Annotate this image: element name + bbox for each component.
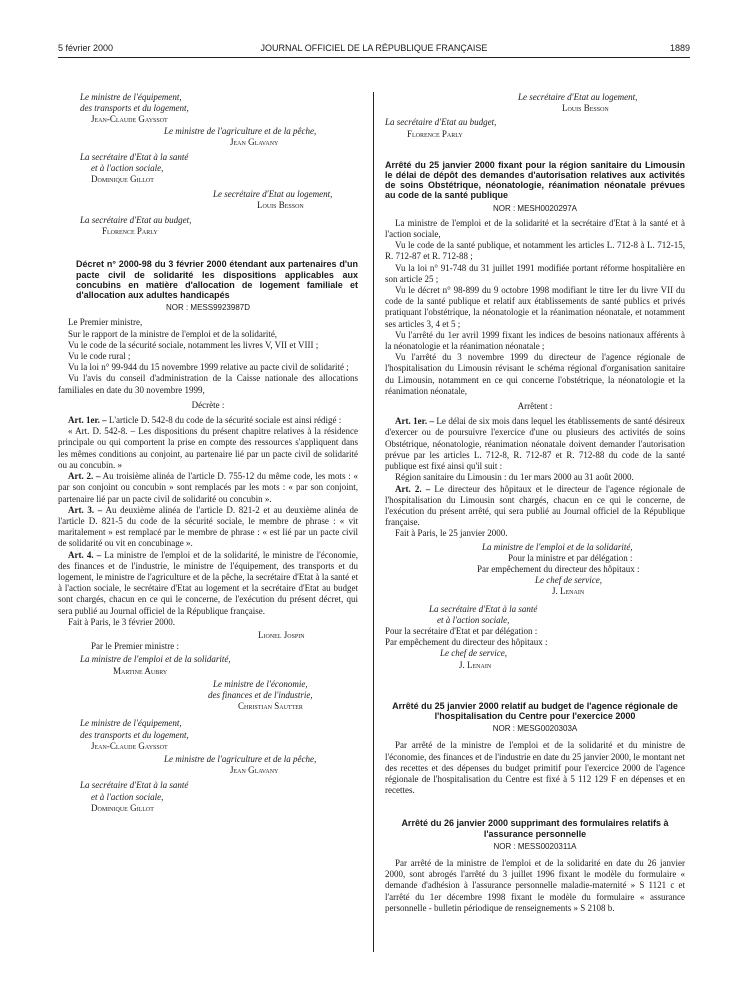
visa: Vu le décret n° 98-899 du 9 octobre 1998 modifiant le titre Ier du livre VII du code de la santé publique et relatif aux établissements de santé publics et privés pratiquant l'obstétrique, la néonatologie et la réanimation néonatale, et notamment ses articles 3, 4 et 5 ; [385, 285, 685, 329]
visa: Sur le rapport de la ministre de l'emploi et de la solidarité, [68, 328, 278, 339]
visa: Le Premier ministre, [68, 317, 143, 328]
visa: Vu la loi n° 99-944 du 15 novembre 1999 relative au pacte civil de solidarité ; [68, 362, 349, 373]
signatory-name: Christian Sautter [238, 701, 303, 712]
article-label: Art. 1er. – [395, 416, 434, 427]
signature-title: et à l'action sociale, [91, 791, 164, 802]
signatory-name: Jean Glavany [230, 136, 279, 147]
header-date: 5 février 2000 [58, 43, 114, 53]
signatory-name: Dominique Gillot [91, 802, 154, 813]
signature-title: des transports et du logement, [80, 103, 189, 114]
arrete-title: Arrêté du 25 janvier 2000 relatif au budget de l'agence régionale de l'hospitalisation du Centre pour l'exercice 2000 [392, 700, 678, 721]
article-label: Art. 2. – [395, 483, 431, 494]
delegation-line: Par empêchement du directeur des hôpitaux : [385, 637, 548, 648]
decrete-label: Décrète : [191, 399, 225, 410]
signatory-name: Jean-Claude Gayssot [91, 740, 168, 751]
visa: Vu le code de la sécurité sociale, notamment les livres V, VII et VIII ; [68, 339, 319, 350]
article-text: Au deuxième alinéa de l'article D. 821-2 et au deuxième alinéa de l'article D. 821-5 du code de la sécurité sociale, le membre de phrase : « vit maritalement » est remplacé par le membre de phrase : « est lié par un pacte civil de solidarité ou vit en concubinage ». [58, 504, 358, 549]
header-rule [58, 57, 690, 58]
signature-title: La ministre de l'emploi et de la solidarité, [80, 654, 231, 665]
signature-title: Le ministre de l'agriculture et de la pêche, [164, 753, 317, 764]
signatory-name: Dominique Gillot [91, 174, 154, 185]
signature-title: La ministre de l'emploi et de la solidarité, [482, 541, 633, 552]
signatory-name: Florence Parly [407, 128, 463, 139]
signatory-name: J. Lenain [459, 659, 492, 670]
arrete-text: Par arrêté de la ministre de l'emploi et de la solidarité en date du 26 janvier 2000, sont abrogés l'arrêté du 3 juillet 1996 fixant le modèle du formulaire « demande d'adhésion à l'assurance personnelle maladie-maternité » S 1121 c et l'arrêté du 1er décembre 1998 fixant le modèle du formulaire « assurance personnelle - bulletin périodique de renseignements » S 2108 b. [385, 857, 685, 913]
decree-body [58, 317, 358, 627]
fait-a-paris: Fait à Paris, le 3 février 2000. [68, 616, 175, 627]
signatory-name: Martine Aubry [113, 665, 168, 676]
arrete-nor: NOR : MESG0020303A [492, 724, 578, 734]
article-2 [385, 484, 685, 529]
article-text: L'article D. 542-8 du code de la sécurité sociale est ainsi rédigé : [108, 415, 342, 426]
right-column [385, 92, 685, 914]
article-quote: « Art. D. 542-8. – Les dispositions du présent chapitre relatives à la résidence principale ou qui comportent la prise en compte des ressources s'appliquent dans les mêmes conditions au conjoint, au partenaire lié par un pacte civil de solidarité ou au concubin. » [58, 426, 358, 470]
journal-title: JOURNAL OFFICIEL DE LA RÉPUBLIQUE FRANÇAISE [260, 43, 488, 53]
region-dates: Région sanitaire du Limousin : du 1er mars 2000 au 31 août 2000. [395, 472, 634, 483]
article-label: Art. 1er. – [68, 415, 107, 426]
article-1 [58, 415, 358, 426]
visa: Vu l'arrêté du 1er avril 1999 fixant les indices de besoins nationaux afférents à la néonatologie et la réanimation néonatale ; [385, 329, 685, 352]
page-number: 1889 [669, 43, 690, 53]
signature-title: Le ministre de l'équipement, [80, 92, 182, 102]
signature-title: La secrétaire d'Etat à la santé [429, 603, 538, 614]
decree-nor: NOR : MESS9923987D [165, 303, 251, 313]
article-1 [385, 416, 685, 472]
signature-title: La secrétaire d'Etat à la santé [80, 152, 189, 163]
article-label: Art. 2. – [68, 471, 101, 482]
signature-title: Le ministre de l'équipement, [80, 718, 182, 729]
delegation-line: Pour la ministre et par délégation : [508, 552, 633, 563]
signature-title: et à l'action sociale, [437, 614, 510, 625]
signature-title: La secrétaire d'Etat au budget, [385, 117, 497, 128]
delegation-line: Par empêchement du directeur des hôpitaux : [477, 563, 640, 574]
visa: Vu l'avis du conseil d'administration de la Caisse nationale des allocations familiales en date du 30 novembre 1999, [58, 373, 358, 395]
signature-title: La secrétaire d'Etat au budget, [80, 215, 192, 226]
column-divider [373, 92, 374, 952]
delegation-line: Le chef de service, [535, 575, 602, 586]
article-4 [58, 550, 358, 617]
signature-title: La secrétaire d'Etat à la santé [80, 780, 189, 791]
signatory-name: Jean-Claude Gayssot [91, 114, 168, 125]
article-text: Le directeur des hôpitaux et le directeur de l'agence régionale de l'hospitalisation du Limousin sont chargés, chacun en ce qui le concerne, de l'exécution du présent arrêté, qui sera publié au Journal officiel de la République française. [385, 483, 686, 528]
arrete-text: Par arrêté de la ministre de l'emploi et de la solidarité et du ministre de l'économie, des finances et de l'industrie en date du 25 janvier 2000, le montant net des recettes et des dépenses du budget primitif pour l'exercice 2000 de l'agence régionale de l'hospitalisation du Centre est fixé à 5 112 129 F en dépenses et en recettes. [385, 740, 685, 796]
signatory-name: Louis Besson [562, 103, 609, 114]
signature-by: Par le Premier ministre : [91, 641, 179, 652]
signatory-name: Louis Besson [257, 199, 304, 210]
delegation-line: Pour la secrétaire d'Etat et par délégation : [385, 625, 538, 636]
signature-title: Le secrétaire d'Etat au logement, [518, 92, 638, 102]
arrete-nor: NOR : MESH0020297A [492, 203, 578, 213]
decree-title: Décret n° 2000-98 du 3 février 2000 étendant aux partenaires d'un pacte civil de solidarité les dispositions applicables aux concubins en matière d'allocation de logement familiale et d'allocation aux adultes handicapés [76, 259, 358, 301]
signature-title: et à l'action sociale, [91, 163, 164, 174]
signature-title: Le ministre de l'agriculture et de la pêche, [164, 125, 317, 136]
article-text: Au troisième alinéa de l'article D. 755-12 du même code, les mots : « par son conjoint ou concubin » sont remplacés par les mots : « par son conjoint, partenaire lié par un pacte civil de solidarité ou concubin ». [58, 471, 358, 504]
fait-a-paris: Fait à Paris, le 25 janvier 2000. [395, 528, 508, 539]
visa: Vu la loi n° 91-748 du 31 juillet 1991 modifiée portant réforme hospitalière en son article 25 ; [385, 262, 685, 284]
article-3 [58, 505, 358, 550]
signature-title: Le secrétaire d'Etat au logement, [213, 188, 333, 199]
arretent-label: Arrêtent : [517, 401, 553, 412]
delegation-line: Le chef de service, [440, 648, 507, 659]
signature-title: des finances et de l'industrie, [208, 689, 313, 700]
arrete-nor: NOR : MESS0020311A [493, 841, 577, 851]
article-2 [58, 471, 358, 505]
article-text: La ministre de l'emploi et de la solidarité, le ministre de l'économie, des finances et de l'industrie, le ministre de l'équipement, des transports et du logement, le ministre de l'agriculture et de la pêche, la secrétaire d'Etat à la santé et à l'action sociale, le secrétaire d'Etat au logement et la secrétaire d'Etat au budget sont chargés, chacun en ce qui le concerne, de l'exécution du présent décret, qui sera publié au Journal officiel de la République française. [58, 549, 359, 616]
article-text: Le délai de six mois dans lequel les établissements de santé désireux d'exercer ou de poursuivre l'exercice d'une ou plusieurs des activités de soins Obstétrique, néonatologie, réanimation néonatale doivent demander l'autorisation prévue par les articles L. 712-8, R. 712-87 et R. 712-88 du code de la santé publique est fixé ainsi qu'il suit : [385, 416, 685, 472]
signature-title: des transports et du logement, [80, 729, 189, 740]
left-column [58, 92, 358, 814]
signatory-name: Lionel Jospin [258, 629, 305, 640]
visa: Vu le code rural ; [68, 351, 131, 362]
page-header [0, 43, 748, 57]
article-label: Art. 4. – [68, 549, 102, 560]
signature-title: Le ministre de l'économie, [213, 678, 308, 689]
arrete-title: Arrêté du 26 janvier 2000 supprimant des formulaires relatifs à l'assurance personnelle [401, 818, 669, 839]
signatory-name: J. Lenain [552, 586, 585, 597]
signatory-name: Florence Parly [102, 226, 158, 237]
article-label: Art. 3. – [68, 504, 103, 515]
visa: Vu le code de la santé publique, et notamment les articles L. 712-8 à L. 712-15, R. 712-87 et R. 712-88 ; [385, 240, 685, 262]
signatory-name: Jean Glavany [230, 765, 279, 776]
visa: La ministre de l'emploi et de la solidarité et la secrétaire d'Etat à la santé et à l'action sociale, [385, 217, 685, 240]
arrete-title: Arrêté du 25 janvier 2000 fixant pour la région sanitaire du Limousin le délai de dépôt des demandes d'autorisation relatives aux activités de soins Obstétrique, néonatologie, réanimation néonatale prévues au code de la santé publique [385, 159, 685, 201]
visa: Vu l'arrêté du 3 novembre 1999 du directeur de l'agence régionale de l'hospitalisation du Limousin révisant le schéma régional d'organisation sanitaire du Limousin, notamment en ce qui concerne l'obstétrique, la néonatologie et la réanimation néonatale, [385, 352, 685, 396]
arrete-body [385, 218, 685, 540]
